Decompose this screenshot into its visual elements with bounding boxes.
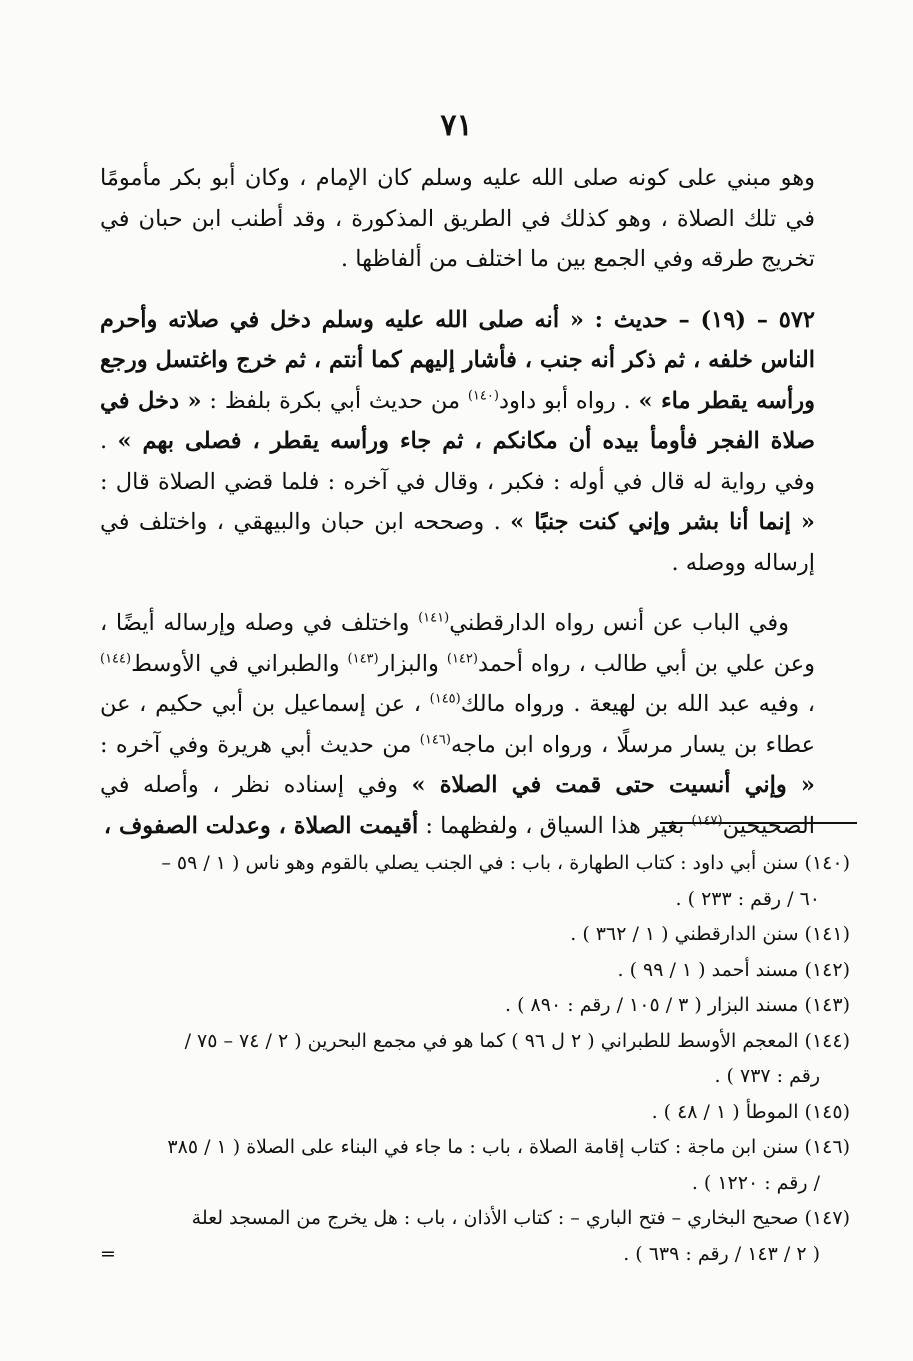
footnote [100,917,850,953]
quoted-hadith: أقيمت الصلاة ، وعدلت الصفوف ، [103,812,419,839]
footnote-number: (١٤٤) [804,1029,850,1052]
footnote [100,1201,850,1272]
text-segment: من حديث أبي هريرة وفي آخره : [100,731,420,758]
footnote-ref: (١٤٦) [419,732,451,747]
text-segment: من حديث أبي بكرة بلفظ : [201,387,468,414]
footnotes [100,846,850,1272]
footnote [100,1095,850,1131]
text-segment: ، وفيه عبد الله بن لهيعة . ورواه مالك [460,691,815,717]
footnote-ref: (١٤٠) [467,388,499,403]
footnote-ref: (١٤٤) [100,651,132,666]
footnote-number: (١٤٥) [804,1100,850,1123]
footnote-ref: (١٤١) [418,610,450,626]
footnote-text: مسند البزار ( ٣ / ١٠٥ / رقم : ٨٩٠ ) . [505,994,805,1016]
hadith-paragraph [100,300,815,584]
text-segment: والبزار [378,650,447,677]
text-segment: وفي الباب عن أنس رواه الدارقطني [449,610,789,636]
footnote-continuation [100,1237,850,1273]
footnote-text: صحيح البخاري – فتح الباري – : كتاب الأذان ، باب : هل يخرج من المسجد لعلة [191,1207,805,1229]
text-segment: واختلف في وصله وإرساله أيضًا ، وعن علي بن أبي طالب ، رواه أحمد [100,610,816,677]
main-text [100,158,815,846]
quoted-hadith: « إنما أنا بشر وإني كنت جنبًا » [510,509,815,535]
footnote-ref: (١٤٥) [429,691,461,707]
intro-paragraph: وهو مبني على كونه صلى الله عليه وسلم كان الإمام ، وكان أبو بكر مأمومًا في تلك الصلاة ، وهو كذلك في الطريق المذكورة ، وقد أطنب ابن حبان في تخريج طرقه وفي الجمع بين ما اختلف من ألفاظها . [100,165,815,272]
text-segment: والطبراني في الأوسط [131,650,348,677]
footnote [100,988,850,1024]
footnote [100,1024,850,1095]
footnote-number: (١٤٦) [804,1136,850,1158]
footnote-number: (١٤٢) [804,958,850,981]
footnote-continuation: ٦٠ / رقم : ٢٣٣ ) . [675,887,820,910]
continuation-mark: = [100,1242,116,1265]
bab-paragraph [100,603,815,846]
footnote-text: الموطأ ( ١ / ٤٨ ) . [651,1100,805,1123]
footnote-text: المعجم الأوسط للطبراني ( ٢ ل ٩٦ ) كما هو في مجمع البحرين ( ٢ / ٧٤ – ٧٥ / [184,1029,805,1052]
quoted-hadith: « وإني أنسيت حتى قمت في الصلاة » [411,772,815,798]
footnote-text: سنن أبي داود : كتاب الطهارة ، باب : في الجنب يصلي بالقوم وهو ناس ( ١ / ٥٩ – [161,852,805,874]
footnote-continuation: رقم : ٧٣٧ ) . [714,1065,820,1087]
footnote [100,846,850,917]
footnote-continuation: / رقم : ١٢٢٠ ) . [691,1171,820,1194]
footnote-number: (١٤٧) [804,1207,850,1229]
hadith-heading: ٥٧٢ – (١٩) – حديث : « أنه صلى الله عليه وسلم دخل في صلاته وأحرم الناس خلفه ، ثم ذكر أنه جنب ، فأشار إليهم كما أنتم ، ثم خرج واغتسل ورجع ورأسه يقطر ماء » [100,306,816,414]
text-segment: . وصححه ابن حبان والبيهقي ، واختلف في إرساله ووصله . [100,509,815,576]
footnote-ref: (١٤٣) [347,651,379,666]
footnote-text: سنن ابن ماجة : كتاب إقامة الصلاة ، باب : ما جاء في البناء على الصلاة ( ١ / ٣٨٥ [167,1136,805,1158]
text-segment: بغير هذا السياق ، ولفظهما : [418,812,692,839]
footnote-number: (١٤٣) [804,994,850,1016]
footnote-ref: (١٤٧) [691,813,723,828]
footnote-separator [660,822,857,824]
footnote-number: (١٤١) [804,923,850,945]
footnote-number: (١٤٠) [804,852,850,874]
footnote-text: سنن الدارقطني ( ١ / ٣٦٢ ) . [570,923,805,945]
footnote-text: مسند أحمد ( ١ / ٩٩ ) . [617,958,805,981]
quoted-hadith: « دخل في صلاة الفجر فأومأ بيده أن مكانكم ، ثم جاء ورأسه يقطر ، فصلى بهم » [100,387,816,454]
footnote [100,1130,850,1201]
text-segment: . وفي رواية له قال في أوله : فكبر ، وقال في آخره : فلما قضي الصلاة قال : [100,428,815,495]
footnote [100,953,850,989]
text-segment: . رواه أبو داود [498,387,639,414]
text-segment: ، عن إسماعيل بن أبي حكيم ، عن عطاء بن يسار مرسلًا ، ورواه ابن ماجه [100,691,815,758]
page-number: ٧١ [440,108,473,143]
footnote-ref: (١٤٢) [446,651,478,666]
text-segment: وفي إسناده نظر ، وأصله في الصحيحين [100,772,815,839]
footnote-continuation-text: ( ٢ / ١٤٣ / رقم : ٦٣٩ ) . [623,1242,820,1265]
